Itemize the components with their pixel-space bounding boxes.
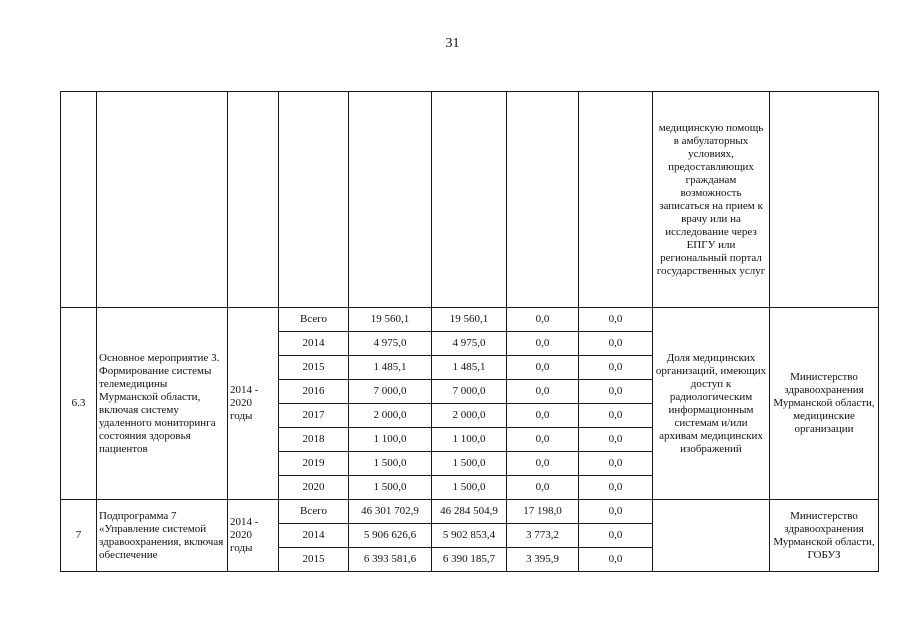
regional-cell: 1 100,0 [432, 428, 507, 452]
total-cell: 5 906 626,6 [349, 524, 432, 548]
year-cell: Всего [279, 500, 349, 524]
other-cell: 0,0 [579, 476, 653, 500]
table-row-continuation [61, 92, 879, 308]
other-cell: 0,0 [579, 524, 653, 548]
other-cell: 0,0 [579, 428, 653, 452]
federal-cell: 0,0 [507, 308, 579, 332]
federal-cell: 3 395,9 [507, 548, 579, 572]
year-cell: 2014 [279, 524, 349, 548]
federal-cell: 0,0 [507, 404, 579, 428]
year-cell: 2015 [279, 548, 349, 572]
total-cell: 1 500,0 [349, 476, 432, 500]
cell-name [97, 92, 228, 308]
federal-cell: 0,0 [507, 428, 579, 452]
total-cell: 6 393 581,6 [349, 548, 432, 572]
year-cell: 2017 [279, 404, 349, 428]
item-indicator: Доля медицинских организаций, имеющих доступ к радиологическим информационным системам и/или архивам медицинских изображений [653, 308, 770, 500]
total-cell: 1 500,0 [349, 452, 432, 476]
federal-cell: 17 198,0 [507, 500, 579, 524]
year-cell: 2019 [279, 452, 349, 476]
total-cell: 7 000,0 [349, 380, 432, 404]
item-executor: Министерство здравоохранения Мурманской области, медицинские организации [770, 308, 879, 500]
total-cell: 4 975,0 [349, 332, 432, 356]
total-cell: 1 485,1 [349, 356, 432, 380]
other-cell: 0,0 [579, 380, 653, 404]
federal-cell: 0,0 [507, 452, 579, 476]
table-row [61, 308, 879, 332]
item-period: 2014 - 2020 годы [228, 308, 279, 500]
other-cell: 0,0 [579, 332, 653, 356]
item-number: 6.3 [61, 308, 97, 500]
total-cell: 46 301 702,9 [349, 500, 432, 524]
regional-cell: 19 560,1 [432, 308, 507, 332]
item-name: Подпрограмма 7 «Управление системой здравоохранения, включая обеспечение [97, 500, 228, 572]
federal-cell: 3 773,2 [507, 524, 579, 548]
other-cell: 0,0 [579, 548, 653, 572]
cell-number [61, 92, 97, 308]
page-number: 31 [445, 36, 460, 51]
item-period: 2014 - 2020 годы [228, 500, 279, 572]
regional-cell: 5 902 853,4 [432, 524, 507, 548]
regional-cell: 1 500,0 [432, 452, 507, 476]
other-cell: 0,0 [579, 500, 653, 524]
cell-federal [507, 92, 579, 308]
cell-total [349, 92, 432, 308]
regional-cell: 6 390 185,7 [432, 548, 507, 572]
year-cell: 2016 [279, 380, 349, 404]
regional-cell: 1 485,1 [432, 356, 507, 380]
other-cell: 0,0 [579, 356, 653, 380]
other-cell: 0,0 [579, 404, 653, 428]
item-number: 7 [61, 500, 97, 572]
item-indicator [653, 500, 770, 572]
cell-period [228, 92, 279, 308]
year-cell: Всего [279, 308, 349, 332]
federal-cell: 0,0 [507, 476, 579, 500]
regional-cell: 4 975,0 [432, 332, 507, 356]
total-cell: 2 000,0 [349, 404, 432, 428]
other-cell: 0,0 [579, 452, 653, 476]
year-cell: 2015 [279, 356, 349, 380]
cell-indicator: медицинскую помощь в амбулаторных условиях, предоставляющих гражданам возможность записаться на прием к врачу или на исследование через ЕПГУ или региональный портал государственных услуг [653, 92, 770, 308]
federal-cell: 0,0 [507, 380, 579, 404]
cell-regional [432, 92, 507, 308]
regional-cell: 46 284 504,9 [432, 500, 507, 524]
year-cell: 2020 [279, 476, 349, 500]
cell-executor [770, 92, 879, 308]
year-cell: 2014 [279, 332, 349, 356]
other-cell: 0,0 [579, 308, 653, 332]
regional-cell: 1 500,0 [432, 476, 507, 500]
federal-cell: 0,0 [507, 332, 579, 356]
program-table [60, 91, 879, 572]
item-name: Основное мероприятие 3. Формирование системы телемедицины Мурманской области, включая систему удаленного мониторинга состояния здоровья пациентов [97, 308, 228, 500]
table-row [61, 500, 879, 524]
total-cell: 19 560,1 [349, 308, 432, 332]
cell-year [279, 92, 349, 308]
item-executor: Министерство здравоохранения Мурманской области, ГОБУЗ [770, 500, 879, 572]
cell-other [579, 92, 653, 308]
year-cell: 2018 [279, 428, 349, 452]
regional-cell: 2 000,0 [432, 404, 507, 428]
total-cell: 1 100,0 [349, 428, 432, 452]
regional-cell: 7 000,0 [432, 380, 507, 404]
federal-cell: 0,0 [507, 356, 579, 380]
